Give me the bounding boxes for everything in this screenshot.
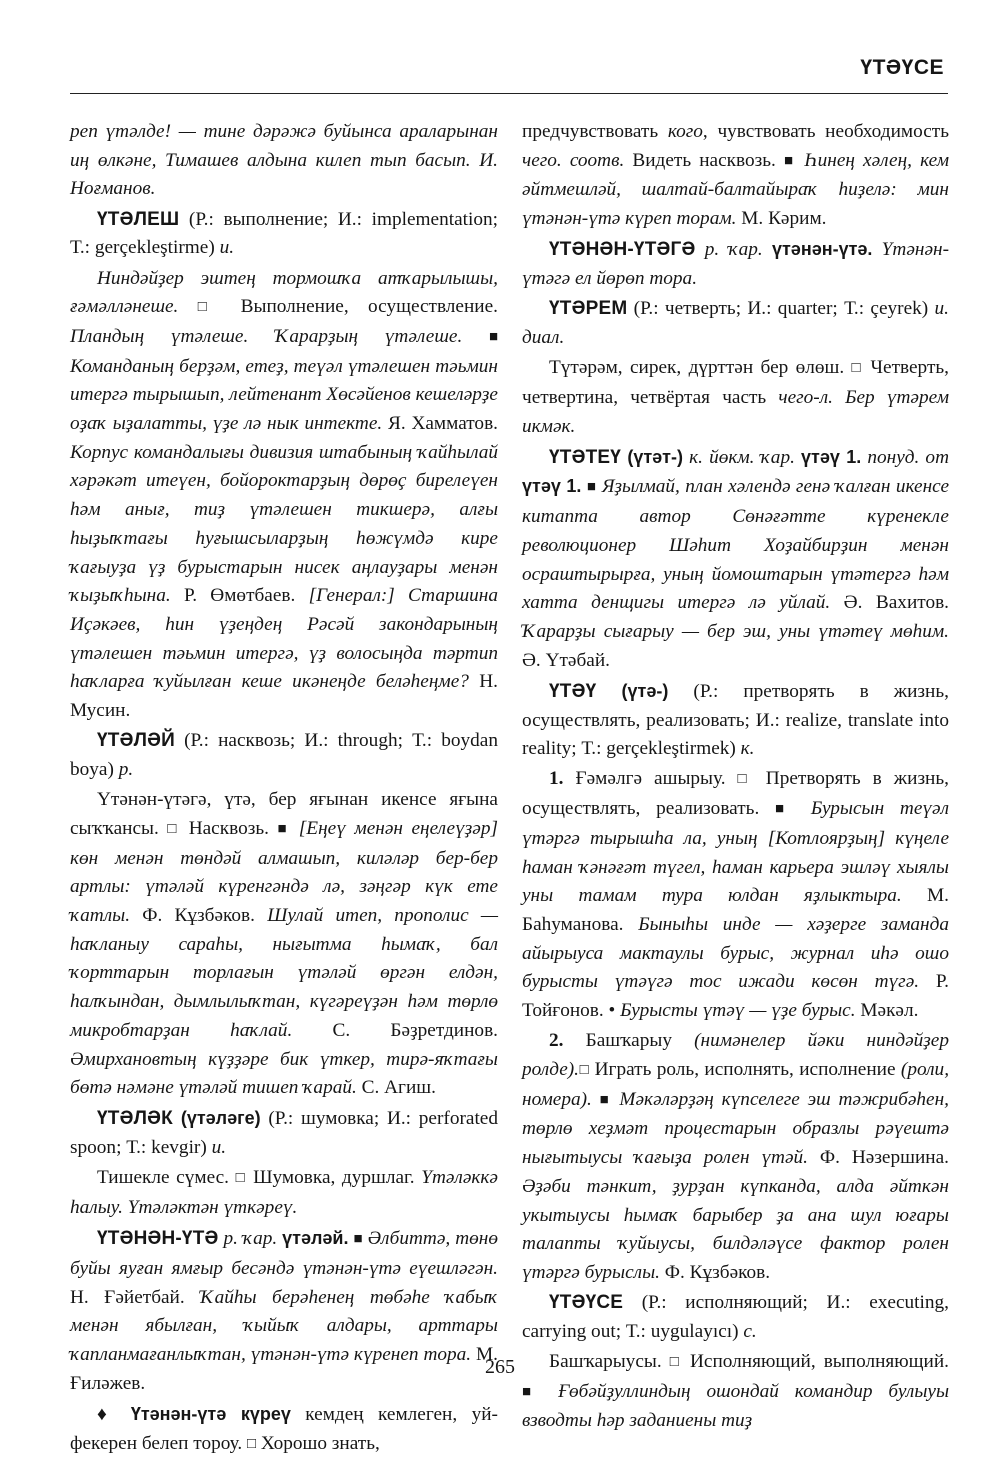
filled-square-icon: ■ bbox=[522, 1383, 543, 1400]
definition bbox=[70, 265, 498, 726]
entry-utalay bbox=[70, 727, 498, 784]
author: Ф. Кұзбәков. bbox=[659, 1261, 771, 1283]
grammar-note: чего-л. bbox=[778, 386, 833, 408]
definition-note: (роли, номера). bbox=[522, 1059, 950, 1110]
definition-text: Ниндәйҙер эштең тормошҡа атҡарылышы, ғәмәлләнеше. bbox=[70, 267, 498, 318]
definition-text: Ғәмәлгә ашырыу. bbox=[563, 768, 738, 790]
pos: к. йөкм. ҡар. bbox=[682, 446, 802, 468]
pos: и. bbox=[211, 1137, 227, 1159]
grammar: (Р.: шумовка; И.: perforated spoon; Т.: kevgir) bbox=[70, 1108, 499, 1159]
header-rule bbox=[70, 93, 948, 94]
example-text: Ғөбәйҙуллиндың ошондай командир булыуы взводты һәр заданиены тиҙ bbox=[522, 1380, 950, 1432]
definition-text: Тишекле сүмес. bbox=[97, 1167, 236, 1189]
sense-1 bbox=[522, 765, 949, 1025]
sense-number: 1. bbox=[549, 768, 564, 790]
example-text: Шулай итеп, прополис — һаҡланыу сараһы, нығытма һымаҡ, бал ҡорттарын торлағын үтәләй өргән елдән, һалҡындан, дымлылыҡтан, күгәреүҙән һәм төрлө микробтарҙан һаҡлай. bbox=[70, 904, 499, 1041]
example-text: [Генерал:] Старшина Иҫәкәев, һин үҙеңдең Рәсәй закондарының үтәлешен тәьмин итергә, үҙ волосыңда тәртип һаҡларға ҡуйылған кеше икәнеңде беләһеңме? bbox=[70, 585, 498, 693]
example-text: Ҡайһы берәһенең төбәһе ҡабыҡ менән ябылған, ҡыйыҡ алдары, арттары ҡапланмағанлыҡтан, үтәнән-үтә күренеп тора. bbox=[70, 1286, 499, 1366]
definition-text: кемдең кемлеген, уй-фекерен белеп тороу. bbox=[70, 1403, 498, 1454]
translation-text: , чувствовать необходимость bbox=[702, 121, 949, 142]
entry-utau bbox=[522, 677, 949, 764]
filled-square-icon: ■ bbox=[488, 328, 498, 345]
phrase-head: Үтәнән-үтә күреү bbox=[130, 1403, 291, 1424]
translation-text: Хорошо знать, bbox=[256, 1432, 380, 1454]
translation-text: Видеть насквозь. bbox=[624, 149, 784, 171]
example-text: Команданың берҙәм, етеҙ, теүәл үтәлешен тәьмин итергә тырышып, лейтенант Хөсәйенов кешеләрҙе оҙаҡ ыҙалатты, үҙе лә нык интекте. bbox=[70, 355, 498, 435]
entry-continuation bbox=[70, 118, 498, 204]
headword: ҮТӘЛЕШ bbox=[97, 208, 180, 230]
open-square-icon: □ bbox=[579, 1062, 590, 1078]
definition bbox=[522, 354, 949, 441]
grammar: (Р.: претворять в жизнь, осуществлять, реализовать; И.: realize, translate into reality; Т.: gerçekleştirmek) bbox=[522, 680, 949, 760]
headword: ҮТӘҮ bbox=[549, 680, 597, 702]
translation-text: Исполняющий, выполняющий. bbox=[681, 1351, 949, 1373]
definition-note: (нимәнелер йәки ниндәйҙер ролде). bbox=[522, 1030, 949, 1080]
author: М. Баһуманова. bbox=[522, 885, 949, 935]
cross-reference: үтәү 1. bbox=[522, 476, 582, 497]
example-text: Әлбиттә, төнө буйы яуған ямғыр бесәндә үтәнән-үтә еүешләгән. bbox=[70, 1228, 498, 1279]
entry-utause bbox=[522, 1289, 949, 1346]
example-text: реп үтәлде! — тине дәрәжә буйынса араларынан иң өлкәне, Тимашев алдына килеп тып басып. И. Ноғманов. bbox=[70, 121, 498, 200]
open-square-icon: □ bbox=[669, 1354, 682, 1371]
author: С. Агиш. bbox=[356, 1077, 436, 1099]
page-number: 265 bbox=[485, 1356, 515, 1378]
definition-text: Үтәнән-үтәгә, үтә, бер яғынан икенсе яғына сыҡҡансы. bbox=[70, 789, 498, 839]
headword: ҮТӘЛӘЙ bbox=[97, 730, 175, 752]
filled-square-icon: ■ bbox=[599, 1091, 612, 1108]
phrase-entry bbox=[70, 1400, 498, 1459]
author: Ф. Кұзбәков. bbox=[130, 904, 268, 926]
filled-square-icon: ■ bbox=[277, 820, 291, 837]
filled-square-icon: ■ bbox=[586, 479, 597, 496]
translation-text: Четверть, четвертина, четвёртая часть bbox=[522, 357, 949, 408]
filled-square-icon: ■ bbox=[353, 1231, 363, 1248]
headword: ҮТӘҮСЕ bbox=[549, 1292, 624, 1314]
example-text: Әҙәби тәнкит, ҙурҙан күпканда, алда әйткән укытыусы һымаҡ барыбер ҙа ана шул юғары талапты ҡуйыусы, билдәләүсе фактор ролен үтәргә бурыслы. bbox=[522, 1175, 949, 1283]
right-column bbox=[522, 118, 949, 1438]
running-head: ҮТӘҮСЕ bbox=[860, 56, 944, 79]
author: Ә. Үтәбай. bbox=[522, 649, 610, 671]
example-text: Һинең хәлең, кем әйтмешләй, шалтай-балтайыраҡ һиҙелә: мин үтәнән-үтә күреп торам. bbox=[522, 149, 949, 230]
author: Р. Өмөтбаев. bbox=[170, 585, 309, 607]
example-text: Бурысын теүәл үтәргә тырышһа ла, уның [Котлоярҙың] күңеле һаман ҡәнәғәт түгел, һаман карьера эшләү хыялы уны тамам тура юлдан яҙлыктыра. bbox=[522, 798, 949, 907]
pos: к. bbox=[740, 738, 755, 760]
example-text: Үтәнән-үтәгә ел йөрөп тора. bbox=[522, 239, 949, 290]
headword: ҮТӘНӘН-ҮТӘГӘ bbox=[549, 239, 696, 261]
author: Н. Ғәйетбай. bbox=[70, 1286, 201, 1308]
headword-form: (үтә-) bbox=[596, 680, 669, 701]
author: Я. Хамматов. bbox=[382, 413, 498, 435]
example-text: Яҙылмай, план хәлендә генә ҡалған икенсе китапта автор Сөнәғәтте күренекле революционер Шәһит Хоҙайбирҙин менән осраштырырға, уның йомоштарын үтәтергә һәм хатта денщигы итергә лә уйлай. bbox=[522, 476, 949, 614]
definition bbox=[70, 786, 498, 1103]
open-square-icon: □ bbox=[235, 1170, 247, 1187]
example-text: Үтәләккә һалыу. Үтәләктән үткәреү. bbox=[70, 1167, 498, 1219]
entry-utalesh bbox=[70, 206, 498, 263]
example-text: Корпус командалығы дивизия штабының ҡайһылай хәрәкәт итеүен, бойороктарҙың дөрөҫ бирелеүен һәм анығ, тиҙ үтәлешен тикшерә, алғы һыҙыҡтағы һуғышсыларҙың һөжүмдә кире ҡағыуҙа үҙ бурыстарын нисек аңлауҙары менән ҡыҙыҡһына. bbox=[70, 441, 498, 607]
pos: р. ҡар. bbox=[695, 239, 772, 261]
sense-number: 2. bbox=[549, 1030, 564, 1052]
open-square-icon: □ bbox=[246, 1435, 257, 1452]
cross-reference: үтәнән-үтә. bbox=[771, 239, 873, 260]
grammar-note: кого bbox=[667, 121, 703, 142]
author: Р. Тойғонов. bbox=[522, 971, 949, 1022]
entry-utateu bbox=[522, 443, 949, 676]
example-text: Пландың үтәлеше. Ҡарарҙың үтәлеше. bbox=[70, 325, 463, 347]
definition-text: Башҡарыусы. bbox=[549, 1351, 670, 1373]
example-text: Ҡарарҙы сығарыу — бер эш, уны үтәтеү мөһим. bbox=[522, 620, 949, 642]
pos: р. bbox=[118, 758, 134, 780]
filled-square-icon: ■ bbox=[775, 801, 796, 818]
open-square-icon: □ bbox=[851, 360, 864, 377]
translation-text: Шумовка, дуршлаг. bbox=[246, 1167, 422, 1189]
translation-text: предчувствовать bbox=[522, 121, 668, 142]
definition bbox=[70, 1164, 498, 1222]
bullet-icon: • bbox=[608, 1000, 621, 1022]
author: С. Бәҙретдинов. bbox=[292, 1019, 498, 1041]
example-text: Бер үтәрем икмәк. bbox=[522, 386, 950, 437]
example-text: Быныһы инде — хәҙерге заманда айырыуса мактаулы бурыс, журнал иһә ошо бурысты үтәүгә тос ижади көсөн түгә. bbox=[522, 913, 949, 993]
entry-utarem bbox=[522, 295, 949, 352]
author: М. Ғиләжев. bbox=[70, 1344, 498, 1394]
definition-text: Башҡарыу bbox=[563, 1030, 695, 1052]
pos: и. диал. bbox=[522, 298, 949, 348]
translation-text: Претворять в жизнь, осуществлять, реализовать. bbox=[522, 768, 949, 820]
open-square-icon: □ bbox=[167, 820, 181, 837]
open-square-icon: □ bbox=[737, 771, 754, 788]
author: Ф. Нәзершина. bbox=[808, 1147, 949, 1169]
pos: и. bbox=[219, 237, 235, 259]
headword-form: (үтәләге) bbox=[172, 1108, 261, 1129]
definition-text: Түтәрәм, сирек, дүрттән бер өлөш. bbox=[549, 357, 852, 379]
pos: с. bbox=[743, 1320, 757, 1342]
diamond-icon: ♦ bbox=[97, 1403, 131, 1425]
headword-form: (үтәт-) bbox=[621, 446, 683, 467]
grammar: (Р.: насквозь; И.: through; Т.: boydan boya) bbox=[70, 730, 498, 780]
grammar: (Р.: выполнение; И.: implementation; Т.: gerçekleştirme) bbox=[70, 208, 498, 259]
grammar-note: чего. соотв. bbox=[522, 149, 625, 171]
grammar: (Р.: исполняющий; И.: executing, carrying out; Т.: uygulayıcı) bbox=[522, 1292, 949, 1342]
entry-utalak bbox=[70, 1104, 498, 1162]
open-square-icon: □ bbox=[197, 299, 222, 316]
author: Ә. Вахитов. bbox=[830, 592, 950, 614]
entry-continuation bbox=[522, 118, 949, 234]
cross-reference: үтәү 1. bbox=[801, 446, 862, 467]
headword: ҮТӘРЕМ bbox=[549, 298, 628, 320]
cross-reference: үтәләй. bbox=[282, 1228, 349, 1249]
translation-text: Выполнение, осуществление. bbox=[221, 296, 499, 318]
author: Н. Мусин. bbox=[70, 671, 498, 722]
translation-text: Играть роль, исполнять, исполнение bbox=[589, 1059, 901, 1080]
pos: понуд. от bbox=[861, 446, 949, 468]
headword: ҮТӘТЕҮ bbox=[549, 446, 622, 468]
headword: ҮТӘЛӘК bbox=[97, 1108, 173, 1130]
left-column bbox=[70, 118, 498, 1461]
author: М. Кәрим. bbox=[736, 208, 827, 230]
proverb-text: Бурысты үтәү — үҙе бурыс. bbox=[620, 1000, 856, 1022]
example-text: Әмирхановтың күҙҙәре бик үткер, тирә-яҡтағы бөтә нәмәне үтәләй тишеп ҡарай. bbox=[70, 1048, 498, 1099]
headword: ҮТӘНӘН-ҮТӘ bbox=[97, 1228, 219, 1250]
author: Мәкәл. bbox=[855, 1000, 919, 1022]
pos: р. ҡар. bbox=[218, 1228, 283, 1250]
grammar: (Р.: четверть; И.: quarter; Т.: çeyrek) bbox=[627, 298, 935, 320]
translation-text: Насквозь. bbox=[180, 817, 278, 839]
example-text: Мәкәләрҙәң күпселеге эш тәжрибәһен, төрлө хеҙмәт процестарын образлы рәүештә нығытыусы ҡағыҙа ролен үтәй. bbox=[522, 1088, 949, 1169]
filled-square-icon: ■ bbox=[783, 152, 797, 169]
entry-utanan-utaga bbox=[522, 235, 949, 293]
example-text: [Еңеү менән еңелеүҙәр] көн менән төндәй алмашып, киләләр бер-бер артлы: үтәләй күренгәндә лә, зәңгәр күк ете ҡатлы. bbox=[70, 817, 498, 926]
sense-2 bbox=[522, 1027, 949, 1287]
